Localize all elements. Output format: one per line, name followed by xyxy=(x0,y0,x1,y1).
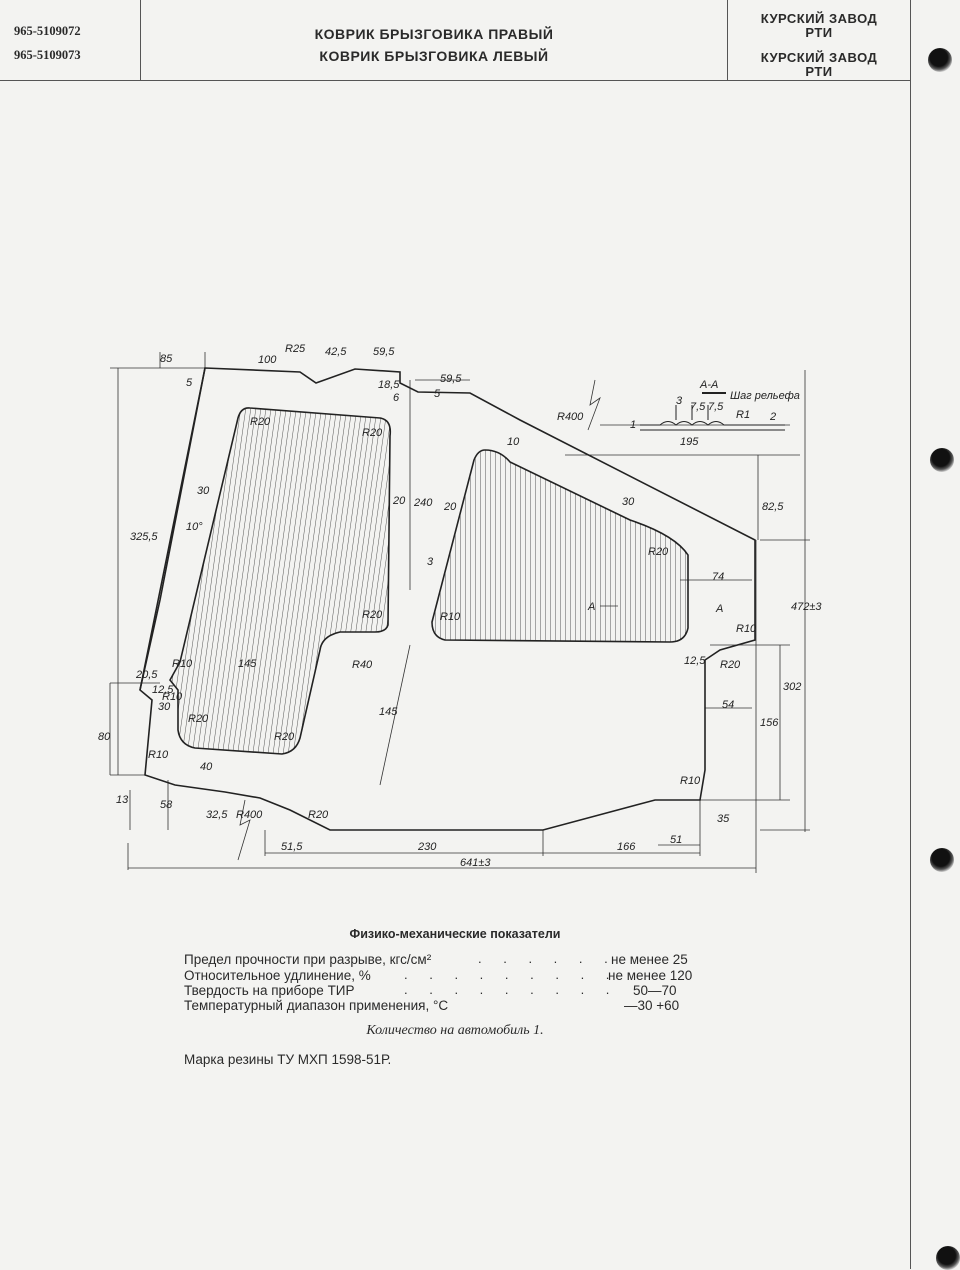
dim-label: 40 xyxy=(200,761,213,773)
dim-label: 30 xyxy=(622,496,635,508)
property-label: Относительное удлинение, % xyxy=(184,968,371,983)
dim-label: 100 xyxy=(258,354,277,366)
dim-label: R20 xyxy=(362,609,383,621)
dim-label: 20 xyxy=(393,495,406,507)
title-left: КОВРИК БРЫЗГОВИКА ЛЕВЫЙ xyxy=(319,48,549,64)
binder-hole-icon xyxy=(928,48,952,72)
maker-1-line1: КУРСКИЙ ЗАВОД xyxy=(760,11,878,26)
properties-title: Физико-механические показатели xyxy=(349,927,561,941)
dim-label: 12,5 xyxy=(152,684,174,696)
dim-label: R1 xyxy=(736,409,751,421)
part-code-right: 965-5109072 xyxy=(14,24,81,38)
part-code-left: 965-5109073 xyxy=(14,48,81,62)
dim-label: 195 xyxy=(680,436,699,448)
dim-label: R20 xyxy=(308,809,329,821)
quantity-note: Количество на автомобиль 1. xyxy=(366,1023,544,1038)
dim-label: 54 xyxy=(722,699,735,711)
dim-label: 20 xyxy=(444,501,457,513)
dim-label: R10 xyxy=(680,775,701,787)
dim-label: R20 xyxy=(188,713,209,725)
dim-label: R10 xyxy=(736,623,757,635)
maker-1-line2: РТИ xyxy=(805,25,833,40)
property-dots: . . . . . . . . . xyxy=(404,982,619,997)
dim-label: 3 xyxy=(676,395,683,407)
dim-label: 82,5 xyxy=(762,501,784,513)
dim-label: R400 xyxy=(557,411,584,423)
dim-label: R10 xyxy=(440,611,461,623)
dim-label: 2 xyxy=(770,411,777,423)
dim-label: 641±3 xyxy=(460,857,491,869)
dim-label: 10 xyxy=(507,436,520,448)
property-value: не менее 25 xyxy=(611,952,688,967)
dim-label: R400 xyxy=(236,809,263,821)
section-label: А-А xyxy=(700,379,719,391)
property-dots: . . . . . . . . . xyxy=(404,967,619,982)
dim-label: 20,5 xyxy=(136,669,158,681)
dim-label: 10° xyxy=(186,521,203,533)
dim-label: 145 xyxy=(238,658,257,670)
dim-label: 42,5 xyxy=(325,346,347,358)
dim-label: 3 xyxy=(427,556,434,568)
dim-label: R25 xyxy=(285,343,306,355)
dim-label: 80 xyxy=(98,731,111,743)
dim-label: R20 xyxy=(720,659,741,671)
dim-label: 5 xyxy=(186,377,193,389)
dim-label: R20 xyxy=(250,416,271,428)
dim-label: 51,5 xyxy=(281,841,303,853)
step-label: Шаг рельефа xyxy=(730,390,800,402)
property-value: —30 +60 xyxy=(624,998,680,1013)
dim-label: 30 xyxy=(158,701,171,713)
dim-label: A xyxy=(716,603,724,615)
binder-hole-icon xyxy=(936,1246,960,1270)
property-value: не менее 120 xyxy=(608,968,693,983)
dim-label: R10 xyxy=(148,749,169,761)
property-value: 50—70 xyxy=(633,983,677,998)
dim-label: 7,5 xyxy=(708,401,724,413)
dim-label: 18,5 xyxy=(378,379,400,391)
dim-label: 13 xyxy=(116,794,129,806)
dim-label: 156 xyxy=(760,717,779,729)
dim-label: 59,5 xyxy=(373,346,395,358)
binder-hole-icon xyxy=(930,448,954,472)
property-label: Предел прочности при разрыве, кгс/см² xyxy=(184,952,432,967)
dim-label: 325,5 xyxy=(130,531,158,543)
dim-label: 1 xyxy=(630,419,637,431)
dim-label: 5 xyxy=(434,388,441,400)
dim-label: R20 xyxy=(648,546,669,558)
title-right: КОВРИК БРЫЗГОВИКА ПРАВЫЙ xyxy=(314,26,554,42)
dim-label: R10 xyxy=(162,691,183,703)
dim-label: 230 xyxy=(418,841,437,853)
dim-label: 472±3 xyxy=(791,601,822,613)
dim-label: 85 xyxy=(160,353,173,365)
dim-label: 12,5 xyxy=(684,655,706,667)
dim-label: 58 xyxy=(160,799,173,811)
dim-label: R20 xyxy=(274,731,295,743)
dim-label: 74 xyxy=(712,571,725,583)
maker-2-line1: КУРСКИЙ ЗАВОД xyxy=(760,50,878,65)
dim-label: R20 xyxy=(362,427,383,439)
binder-hole-icon xyxy=(930,848,954,872)
dim-label: 7,5 xyxy=(690,401,706,413)
property-label: Твердость на приборе ТИР xyxy=(184,983,355,998)
dim-label: 302 xyxy=(783,681,802,693)
dim-label: 166 xyxy=(617,841,636,853)
dim-label: 30 xyxy=(197,485,210,497)
rubber-grade: Марка резины ТУ МХП 1598-51Р. xyxy=(184,1052,392,1067)
dim-label: 35 xyxy=(717,813,730,825)
property-dots: . . . . . . xyxy=(478,951,617,966)
dim-label: R40 xyxy=(352,659,373,671)
dim-label: 240 xyxy=(414,497,433,509)
dim-label: 6 xyxy=(393,392,400,404)
left-ribbed-field xyxy=(170,408,390,754)
dim-label: 32,5 xyxy=(206,809,228,821)
dim-label: 51 xyxy=(670,834,683,846)
maker-2-line2: РТИ xyxy=(805,64,833,79)
dim-label: A xyxy=(588,601,596,613)
dim-label: 145 xyxy=(379,706,398,718)
property-label: Температурный диапазон применения, °С xyxy=(184,998,449,1013)
dim-label: 59,5 xyxy=(440,373,462,385)
dim-label: R10 xyxy=(172,658,193,670)
